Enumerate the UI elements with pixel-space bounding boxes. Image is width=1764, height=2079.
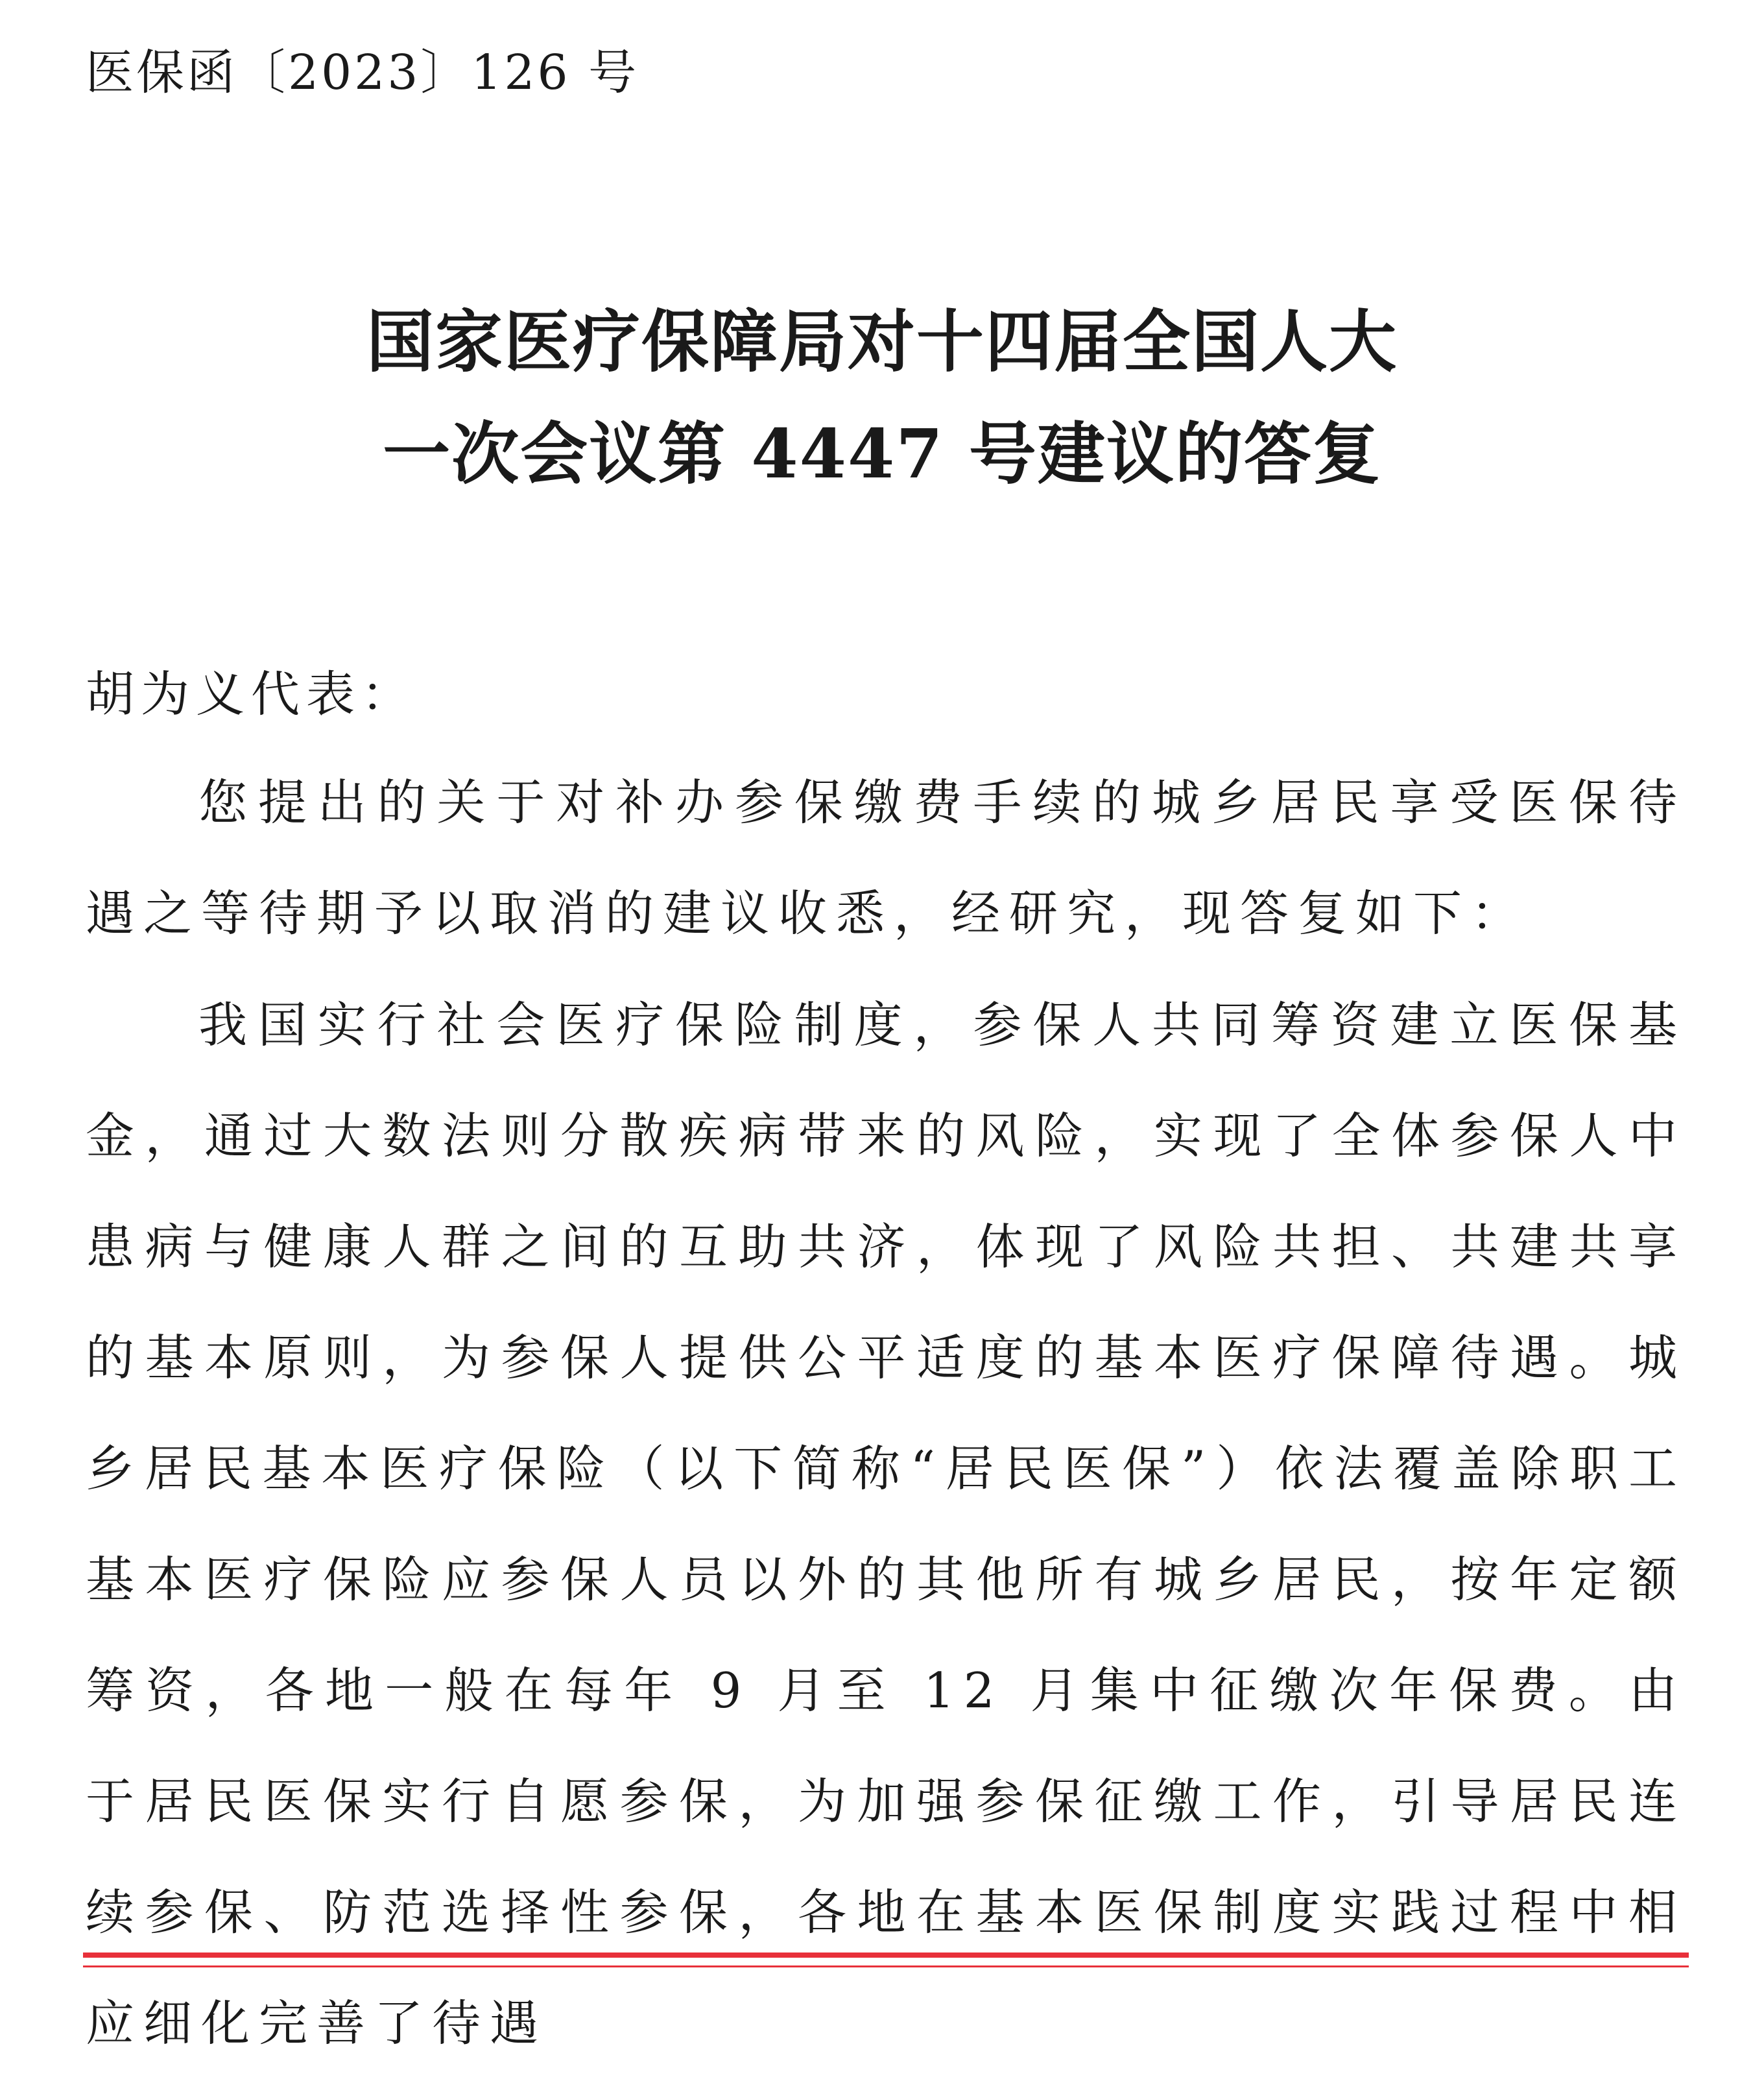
document-number: 医保函〔2023〕126 号 xyxy=(86,45,639,101)
document-title-line-2: 一次会议第 4447 号建议的答复 xyxy=(383,414,1381,494)
footer-rule-thin xyxy=(83,1965,1689,1967)
footer-rule-thick xyxy=(83,1953,1689,1958)
salutation: 胡为义代表： xyxy=(86,666,417,723)
body-paragraph-2: 我国实行社会医疗保险制度，参保人共同筹资建立医保基金，通过大数法则分散疾病带来的风险，实现了全体参保人中患病与健康人群之间的互助共济，体现了风险共担、共建共享的基本原则，为参保人提供公平适度的基本医疗保障待遇。城乡居民基本医疗保险（以下简称“居民医保”）依法覆盖除职工基本医疗保险应参保人员以外的其他所有城乡居民，按年定额筹资，各地一般在每年 9 月至 12 月集中征缴次年保费。由于居民医保实行自愿参保，为加强参保征缴工作，引导居民连续参保、防范选择性参保，各地在基本医保制度实践过程中相应细化完善了待遇 xyxy=(86,996,1686,2052)
document-title-line-1: 国家医疗保障局对十四届全国人大 xyxy=(366,302,1398,381)
body-paragraph-1: 您提出的关于对补办参保缴费手续的城乡居民享受医保待遇之等待期予以取消的建议收悉，经研究，现答复如下： xyxy=(86,774,1686,942)
